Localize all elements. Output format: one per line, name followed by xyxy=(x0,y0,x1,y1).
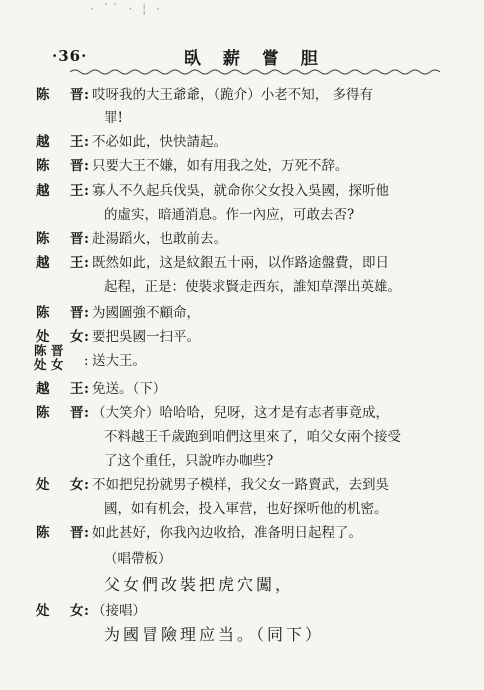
book-title: 臥 薪 嘗 胆 xyxy=(184,49,326,69)
dialogue-line xyxy=(34,84,474,106)
dialogue-line-joint: 陈 晋 处 女 : 送大王。 xyxy=(34,343,146,372)
dialogue-text: 的虛实，暗通消息。作一內应，可敢去否? xyxy=(104,207,355,223)
dialogue-continuation xyxy=(34,498,474,520)
speaker-name: 处 女 : xyxy=(34,474,92,496)
dialogue-line xyxy=(34,180,474,202)
dialogue-text: 罪! xyxy=(104,110,123,126)
dialogue-line xyxy=(34,302,474,324)
speaker-char: 王 xyxy=(70,255,84,271)
speaker-char: 陈 xyxy=(36,158,50,174)
speaker-name: 陈 晋 : xyxy=(34,302,92,324)
dialogue-line xyxy=(34,155,474,177)
speaker-char: 晋 xyxy=(70,405,84,421)
dialogue-text: 送大王。 xyxy=(92,353,146,369)
dialogue-text: 了这个重任，只說咋办咖些? xyxy=(104,453,274,469)
speaker-name: 陈 晋 : xyxy=(34,84,92,106)
dialogue-line xyxy=(34,474,474,496)
dialogue-text: 要把吳國一扫平。 xyxy=(92,329,200,345)
speaker-char: 越 xyxy=(36,183,50,199)
dialogue-text: 为國圖強不顧命， xyxy=(92,305,200,321)
dialogue-line xyxy=(34,402,474,424)
dialogue-continuation xyxy=(34,426,474,448)
speaker-char: 晋 xyxy=(70,158,84,174)
dialogue-continuation xyxy=(34,276,474,298)
dialogue-line xyxy=(34,378,474,400)
speaker-name: 越 王 : xyxy=(34,378,92,400)
dialogue-text: 起程，正是：使裝求賢走西东，誰知草澤出英雄。 xyxy=(104,279,401,295)
sung-lyric xyxy=(34,624,474,646)
dialogue-text: 寡人不久起兵伐吳，就命你父女投入吳國，探听他 xyxy=(92,183,389,199)
dialogue-text: 國，如有机会，投入軍营，也好探听他的机密。 xyxy=(104,501,388,517)
speaker-char: 陈 xyxy=(36,405,50,421)
speaker-char: 陈 xyxy=(36,305,50,321)
dialogue-text: 如此甚好，你我內边收拾，准备明日起程了。 xyxy=(92,525,362,541)
dialogue-line xyxy=(34,228,474,250)
page-number: ·36· xyxy=(52,47,88,65)
speaker-name: 处 女 : xyxy=(34,326,92,348)
stage-direction-text: （唱帶板） xyxy=(104,551,172,567)
speaker-char: 王 xyxy=(70,381,84,397)
speaker-char: 女 xyxy=(70,329,84,345)
dialogue-continuation xyxy=(34,450,474,472)
dialogue-text: 不如把兒扮就男子模样，我父女一路賣武，去到吳 xyxy=(92,477,389,493)
dialogue-text: （接唱） xyxy=(92,603,146,619)
dialogue-text: 哎呀我的大王爺爺，（跪介）小老不知， 多得有 xyxy=(92,87,374,103)
speaker-name: 陈 晋 : xyxy=(34,522,92,544)
speaker-name: 陈 晋 : xyxy=(34,228,92,250)
dialogue-text: 不料越王千歲跑到咱們这里來了，咱父女兩个接受 xyxy=(104,429,401,445)
speaker-name: 越 王 : xyxy=(34,252,92,274)
speaker-name: 陈 晋 xyxy=(34,343,64,358)
speaker-char: 陈 xyxy=(36,87,50,103)
dialogue-line xyxy=(34,326,474,348)
dialogue-text: 既然如此，这是紋銀五十兩，以作路途盤費，即日 xyxy=(92,255,389,271)
speaker-char: 越 xyxy=(36,381,50,397)
dialogue-text: 只要大王不嫌，如有用我之处，万死不辞。 xyxy=(92,158,349,174)
scan-artifact-marks: · `` · ¦ · xyxy=(90,2,163,16)
dialogue-line xyxy=(34,600,474,622)
speaker-char: 处 xyxy=(36,603,50,619)
speaker-char: 王 xyxy=(70,134,84,150)
dialogue-continuation xyxy=(34,107,474,129)
speaker-name: 处 女 : xyxy=(34,600,92,622)
speaker-name: 越 王 : xyxy=(34,180,92,202)
wavy-header-rule xyxy=(70,68,440,76)
dialogue-line xyxy=(34,252,474,274)
speaker-char: 越 xyxy=(36,134,50,150)
lyric-text: 父女們改裝把虎穴闖， xyxy=(104,575,295,594)
dialogue-line xyxy=(34,131,474,153)
speaker-char: 晋 xyxy=(70,87,84,103)
speaker-name: 陈 晋 : xyxy=(34,402,92,424)
speaker-char: 王 xyxy=(70,183,84,199)
sung-lyric xyxy=(34,574,474,596)
speaker-char: 越 xyxy=(36,255,50,271)
speaker-name: 越 王 : xyxy=(34,131,92,153)
speaker-char: 晋 xyxy=(70,525,84,541)
speaker-name: 陈 晋 : xyxy=(34,155,92,177)
speaker-char: 处 xyxy=(36,477,50,493)
dialogue-text: （大笑介）哈哈哈，兒呀，这才是有志者事竟成， xyxy=(92,405,389,421)
speaker-char: 女 xyxy=(70,603,84,619)
dialogue-text: 赴湯蹈火，也敢前去。 xyxy=(92,231,227,247)
stage-direction xyxy=(34,548,474,570)
dialogue-continuation xyxy=(34,204,474,226)
speaker-name: 处 女 xyxy=(34,357,64,372)
speaker-char: 晋 xyxy=(70,305,84,321)
dialogue-text: 不必如此，快快請起。 xyxy=(92,134,227,150)
lyric-text: 为國冒險理应当。（同下） xyxy=(104,625,325,644)
speaker-char: 晋 xyxy=(70,231,84,247)
dialogue-text: 免送。（下） xyxy=(92,381,167,397)
speaker-char: 陈 xyxy=(36,231,50,247)
speaker-char: 女 xyxy=(70,477,84,493)
speaker-char: 处 xyxy=(36,329,50,345)
page-header xyxy=(40,44,460,70)
speaker-char: 陈 xyxy=(36,525,50,541)
dialogue-line xyxy=(34,522,474,544)
